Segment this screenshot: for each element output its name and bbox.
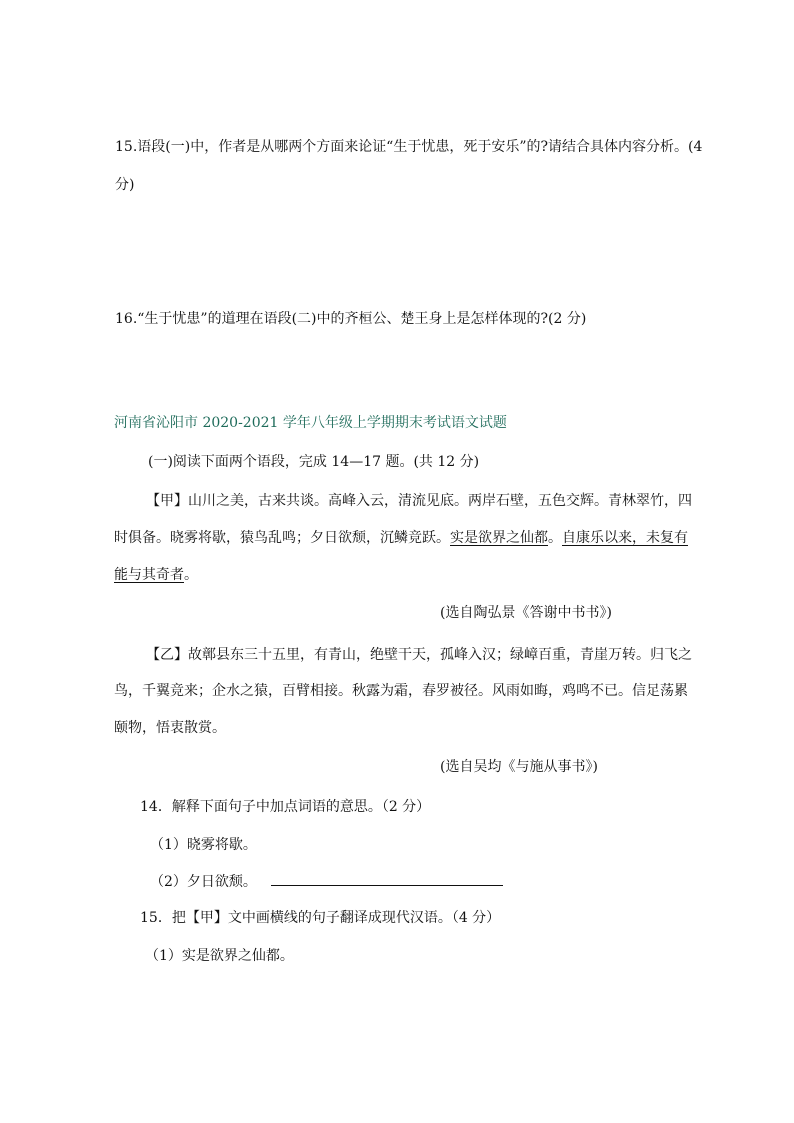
passage-yi-source: (选自吴均《与施从事书》) <box>440 759 598 775</box>
passage-yi-line1: 【乙】故鄣县东三十五里，有青山，绝壁干天，孤峰入汉；绿嶂百重，青崖万转。归飞之 <box>146 647 692 663</box>
question-16-prev: 16.“生于忧患”的道理在语段(二)中的齐桓公、楚王身上是怎样体现的?(2 分) <box>115 311 587 327</box>
underlined-sentence-2-part2: 能与其奇者 <box>114 567 184 583</box>
underlined-sentence-2-part1: 自康乐以来，未复有 <box>562 530 688 546</box>
answer-blank-line[interactable] <box>271 873 503 886</box>
question-14-item-1: （1）晓雾将歇。 <box>150 837 257 853</box>
section-title: 河南省沁阳市 2020-2021 学年八年级上学期期末考试语文试题 <box>114 415 507 431</box>
punctuation: 。 <box>184 567 198 583</box>
underlined-sentence-1: 实是欲界之仙都 <box>450 530 548 546</box>
question-15-stem: 15．把【甲】文中画横线的句子翻译成现代汉语。（4 分） <box>140 910 501 926</box>
passage-yi-line2: 鸟，千翼竞来；企水之猿，百臂相接。秋露为霜，春罗被径。风雨如晦，鸡鸣不已。信足荡累 <box>114 683 688 699</box>
question-14-item-2-text: （2）夕日欲颓。 <box>150 874 257 890</box>
question-14-stem: 14．解释下面句子中加点词语的意思。（2 分） <box>140 799 431 815</box>
question-15-prev-line2: 分) <box>115 177 135 193</box>
question-14-item-2 <box>150 872 503 892</box>
question-15-item-1: （1）实是欲界之仙都。 <box>145 948 294 964</box>
passage-jia-text: 时俱备。晓雾将歇，猿鸟乱鸣；夕日欲颓，沉鳞竞跃。 <box>114 530 450 546</box>
passage-yi-line3: 颐物，悟衷散赏。 <box>114 720 226 736</box>
punctuation: 。 <box>548 530 562 546</box>
passage-jia-line1: 【甲】山川之美，古来共谈。高峰入云，清流见底。两岸石壁，五色交辉。青林翠竹，四 <box>146 493 692 509</box>
passage-jia-line2 <box>114 528 688 548</box>
passage-jia-source: (选自陶弘景《答谢中书书》) <box>440 605 612 621</box>
question-15-prev-line1: 15.语段(一)中，作者是从哪两个方面来论证“生于忧患，死于安乐”的?请结合具体内容分析。(4 <box>115 139 703 155</box>
reading-instruction: (一)阅读下面两个语段，完成 14—17 题。(共 12 分) <box>148 454 480 470</box>
passage-jia-line3 <box>114 565 198 585</box>
